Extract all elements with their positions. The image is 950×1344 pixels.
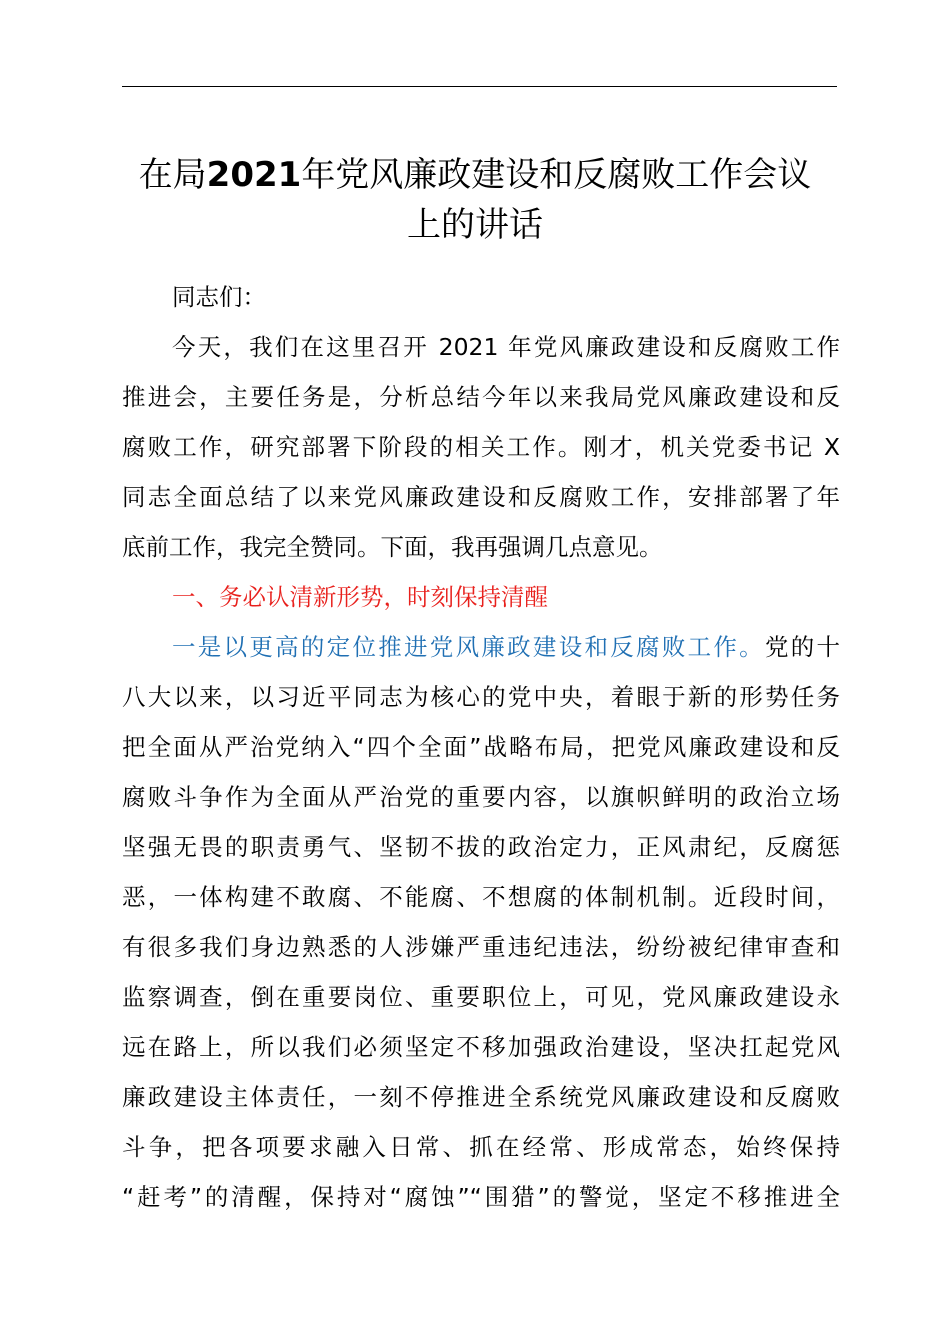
paragraph-2-line: 有很多我们身边熟悉的人涉嫌严重违纪违法，纷纷被纪律审查和	[122, 933, 840, 961]
paragraph-2-line: 远在路上，所以我们必须坚定不移加强政治建设，坚决扛起党风	[122, 1033, 840, 1061]
paragraph-2-line: 腐败斗争作为全面从严治党的重要内容，以旗帜鲜明的政治立场	[122, 783, 840, 811]
paragraph-1-line: 底前工作，我完全赞同。下面，我再强调几点意见。	[122, 533, 663, 561]
title-line-2: 上的讲话	[407, 205, 543, 245]
paragraph-2-first-line	[122, 622, 840, 672]
paragraph-2-line: 把全面从严治党纳入“四个全面”战略布局，把党风廉政建设和反	[122, 733, 840, 761]
title-year: 2021	[206, 155, 302, 195]
header-rule	[122, 86, 837, 87]
paragraph-1-line: 同志全面总结了以来党风廉政建设和反腐败工作，安排部署了年	[122, 483, 840, 511]
paragraph-2-line: 八大以来，以习近平同志为核心的党中央，着眼于新的形势任务	[122, 683, 840, 711]
document-title	[100, 150, 850, 250]
paragraph-1-line: 推进会，主要任务是，分析总结今年以来我局党风廉政建设和反	[122, 383, 840, 411]
title-prefix: 在局	[138, 155, 207, 195]
document-body	[122, 272, 840, 1222]
greeting: 同志们：	[172, 283, 266, 311]
paragraph-2-subheading: 一是以更高的定位推进党风廉政建设和反腐败工作。	[172, 633, 765, 661]
paragraph-1-line: 今天，我们在这里召开 2021 年党风廉政建设和反腐败工作	[172, 333, 840, 361]
paragraph-1-line: 腐败工作，研究部署下阶段的相关工作。刚才，机关党委书记 X	[122, 433, 840, 461]
title-suffix: 年党风廉政建设和反腐败工作会议	[301, 155, 812, 195]
paragraph-2-first-line-rest: 党的十	[764, 633, 840, 661]
paragraph-2-line: 廉政建设主体责任，一刻不停推进全系统党风廉政建设和反腐败	[122, 1083, 840, 1111]
section-1-heading: 一、务必认清新形势，时刻保持清醒	[172, 583, 548, 611]
paragraph-2-line: 斗争，把各项要求融入日常、抓在经常、形成常态，始终保持	[122, 1133, 840, 1161]
paragraph-2-line: 坚强无畏的职责勇气、坚韧不拔的政治定力，正风肃纪，反腐惩	[122, 833, 840, 861]
paragraph-2-line: 监察调查，倒在重要岗位、重要职位上，可见，党风廉政建设永	[122, 983, 840, 1011]
paragraph-2-line: “赶考”的清醒，保持对“腐蚀”“围猎”的警觉，坚定不移推进全	[122, 1183, 840, 1211]
paragraph-2-line: 恶，一体构建不敢腐、不能腐、不想腐的体制机制。近段时间，	[122, 883, 840, 911]
